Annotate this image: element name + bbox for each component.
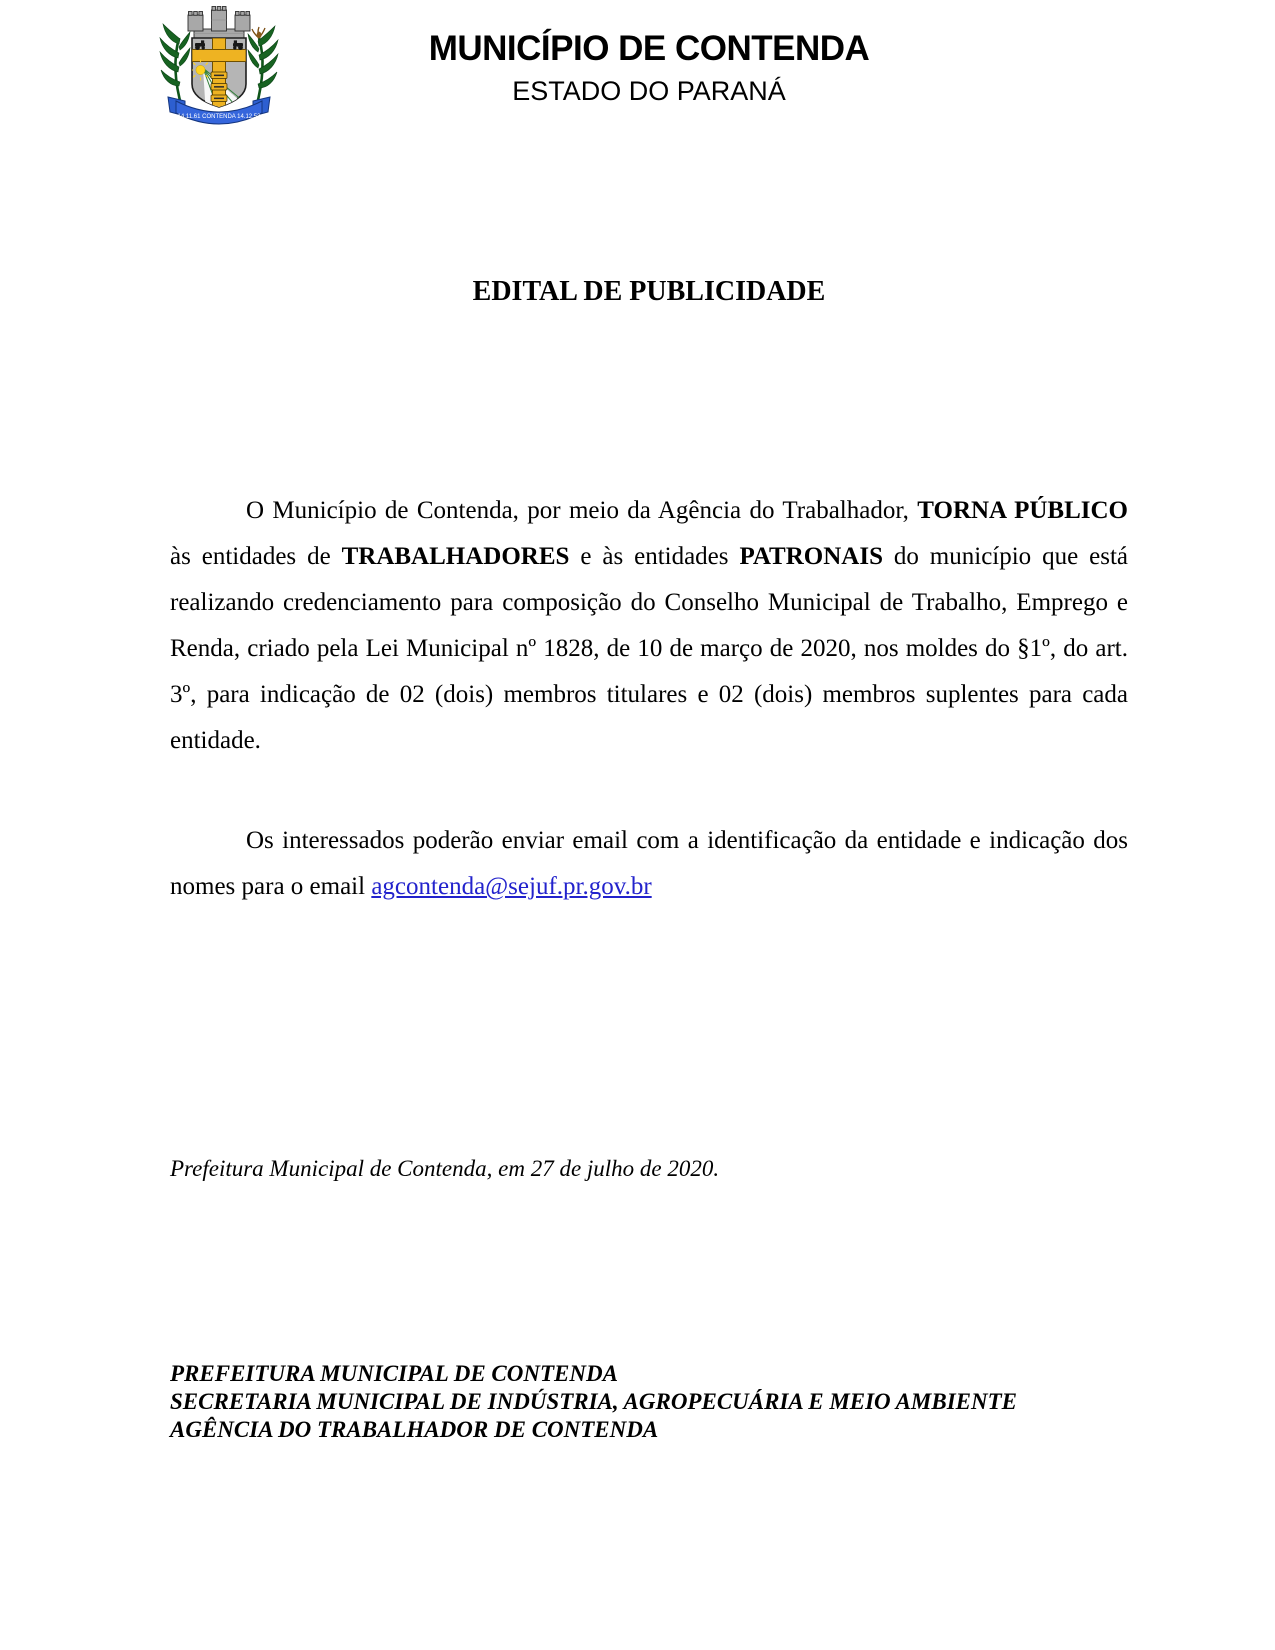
email-link[interactable]: agcontenda@sejuf.pr.gov.br — [371, 873, 652, 900]
municipality-title: MUNICÍPIO DE CONTENDA — [428, 29, 870, 68]
text-run: às entidades de — [170, 543, 342, 570]
text-run: e às entidades — [569, 543, 740, 570]
state-subtitle: ESTADO DO PARANÁ — [512, 76, 786, 106]
signature-line-agencia: AGÊNCIA DO TRABALHADOR DE CONTENDA — [170, 1417, 659, 1442]
signature-line-secretaria: SECRETARIA MUNICIPAL DE INDÚSTRIA, AGROPECUÁRIA E MEIO AMBIENTE — [170, 1389, 1017, 1414]
signature-line-prefeitura: PREFEITURA MUNICIPAL DE CONTENDA — [170, 1361, 618, 1386]
date-line: Prefeitura Municipal de Contenda, em 27 de julho de 2020. — [170, 1156, 720, 1181]
letterhead — [170, 28, 1128, 108]
paragraph-2 — [170, 818, 1128, 910]
crest-ribbon-text: 14.11.61 CONTENDA 14.12.52 — [177, 114, 261, 120]
text-run-bold: TRABALHADORES — [341, 543, 570, 570]
text-run-bold: TORNA PÚBLICO — [917, 497, 1128, 524]
paragraph-1 — [170, 488, 1128, 764]
text-run: Os interessados poderão enviar email com a identificação da entidade e indicação dos nomes para o email — [170, 827, 1128, 900]
text-run: do município que está realizando credenciamento para composição do Conselho Municipal de Trabalho, Emprego e Renda, criado pela Lei Municipal nº 1828, de 10 de março de 2020, nos moldes do §1º, do art. 3º, para indicação de 02 (dois) membros titulares e 02 (dois) membros suplentes para cada entidade. — [170, 543, 1128, 754]
document-heading: EDITAL DE PUBLICIDADE — [472, 276, 826, 307]
signature-block — [170, 1360, 1128, 1444]
text-run-bold: PATRONAIS — [739, 543, 883, 570]
text-run: O Município de Contenda, por meio da Agência do Trabalhador, — [246, 497, 918, 524]
